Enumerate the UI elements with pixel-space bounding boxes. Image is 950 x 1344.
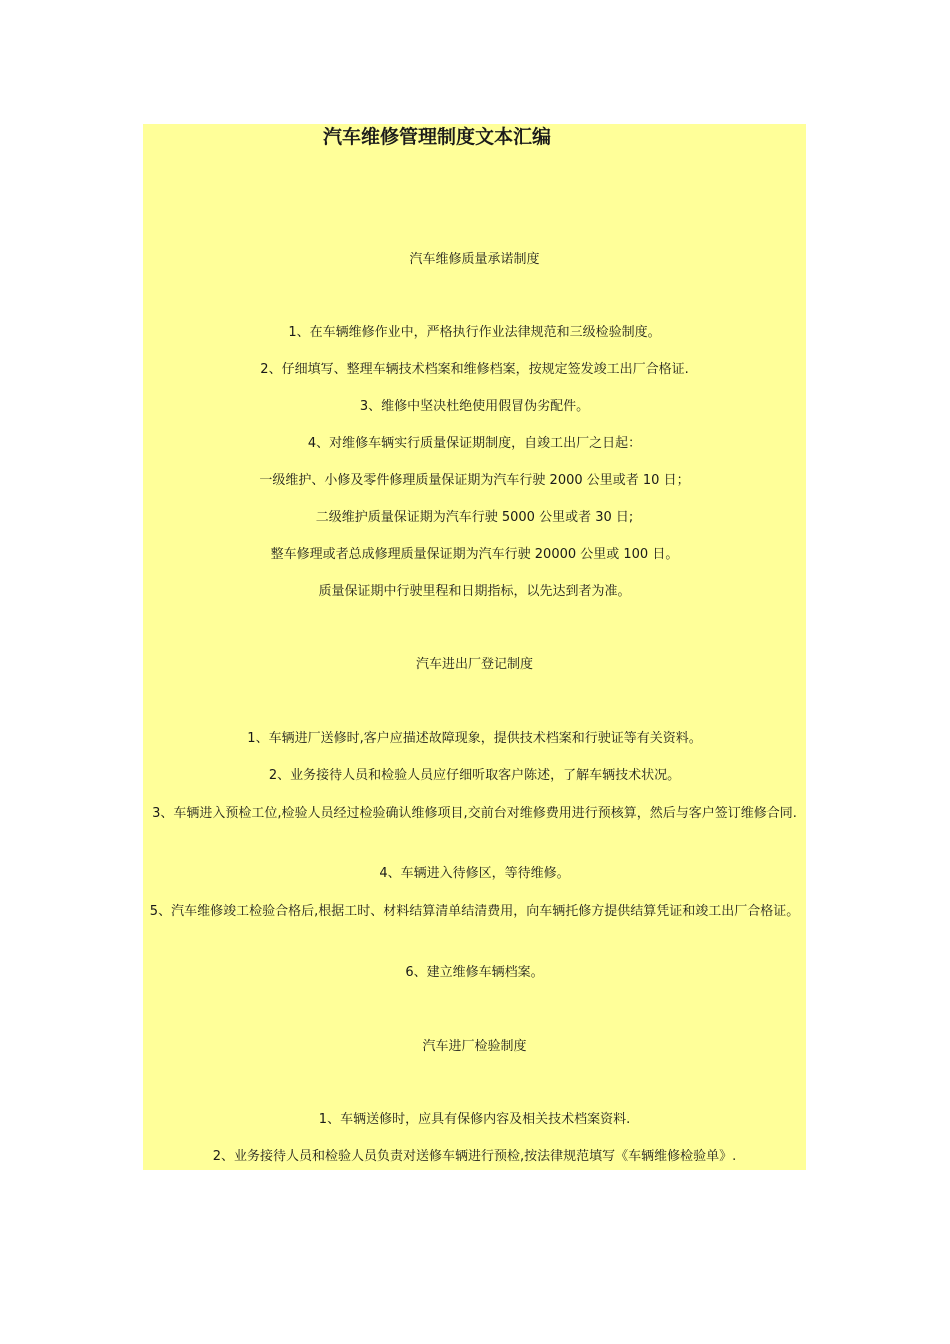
section-heading-quality: 汽车维修质量承诺制度	[409, 252, 540, 267]
section-item: 4、车辆进入待修区，等待维修。	[379, 866, 570, 881]
section-item: 3、车辆进入预检工位,检验人员经过检验确认维修项目,交前台对维修费用进行预核算，然后与客户签订维修合同.	[152, 806, 797, 821]
section-item: 1、车辆进厂送修时,客户应描述故障现象，提供技术档案和行驶证等有关资料。	[247, 731, 702, 746]
section-item: 3、维修中坚决杜绝使用假冒伪劣配件。	[359, 399, 590, 414]
section-item: 2、仔细填写、整理车辆技术档案和维修档案，按规定签发竣工出厂合格证.	[260, 362, 689, 377]
section-item: 4、对维修车辆实行质量保证期制度，自竣工出厂之日起：	[307, 436, 642, 451]
document-page	[143, 124, 806, 1170]
section-item: 2、业务接待人员和检验人员负责对送修车辆进行预检,按法律规范填写《车辆维修检验单》.	[212, 1149, 737, 1164]
section-item: 一级维护、小修及零件修理质量保证期为汽车行驶 2000 公里或者 10 日；	[259, 473, 690, 488]
section-heading-inspection: 汽车进厂检验制度	[422, 1039, 527, 1054]
section-item: 2、业务接待人员和检验人员应仔细听取客户陈述，了解车辆技术状况。	[268, 768, 681, 783]
section-item: 1、车辆送修时，应具有保修内容及相关技术档案资料.	[318, 1112, 631, 1127]
section-item: 1、在车辆维修作业中，严格执行作业法律规范和三级检验制度。	[288, 325, 661, 340]
section-heading-registration: 汽车进出厂登记制度	[415, 657, 533, 672]
section-item: 二级维护质量保证期为汽车行驶 5000 公里或者 30 日;	[315, 510, 634, 525]
document-title: 汽车维修管理制度文本汇编	[323, 126, 552, 148]
section-item: 6、建立维修车辆档案。	[405, 965, 544, 980]
section-item: 质量保证期中行驶里程和日期指标，以先达到者为准。	[318, 584, 631, 599]
section-item: 5、汽车维修竣工检验合格后,根据工时、材料结算清单结清费用，向车辆托修方提供结算凭证和竣工出厂合格证。	[149, 904, 800, 919]
section-item: 整车修理或者总成修理质量保证期为汽车行驶 20000 公里或 100 日。	[270, 547, 679, 562]
